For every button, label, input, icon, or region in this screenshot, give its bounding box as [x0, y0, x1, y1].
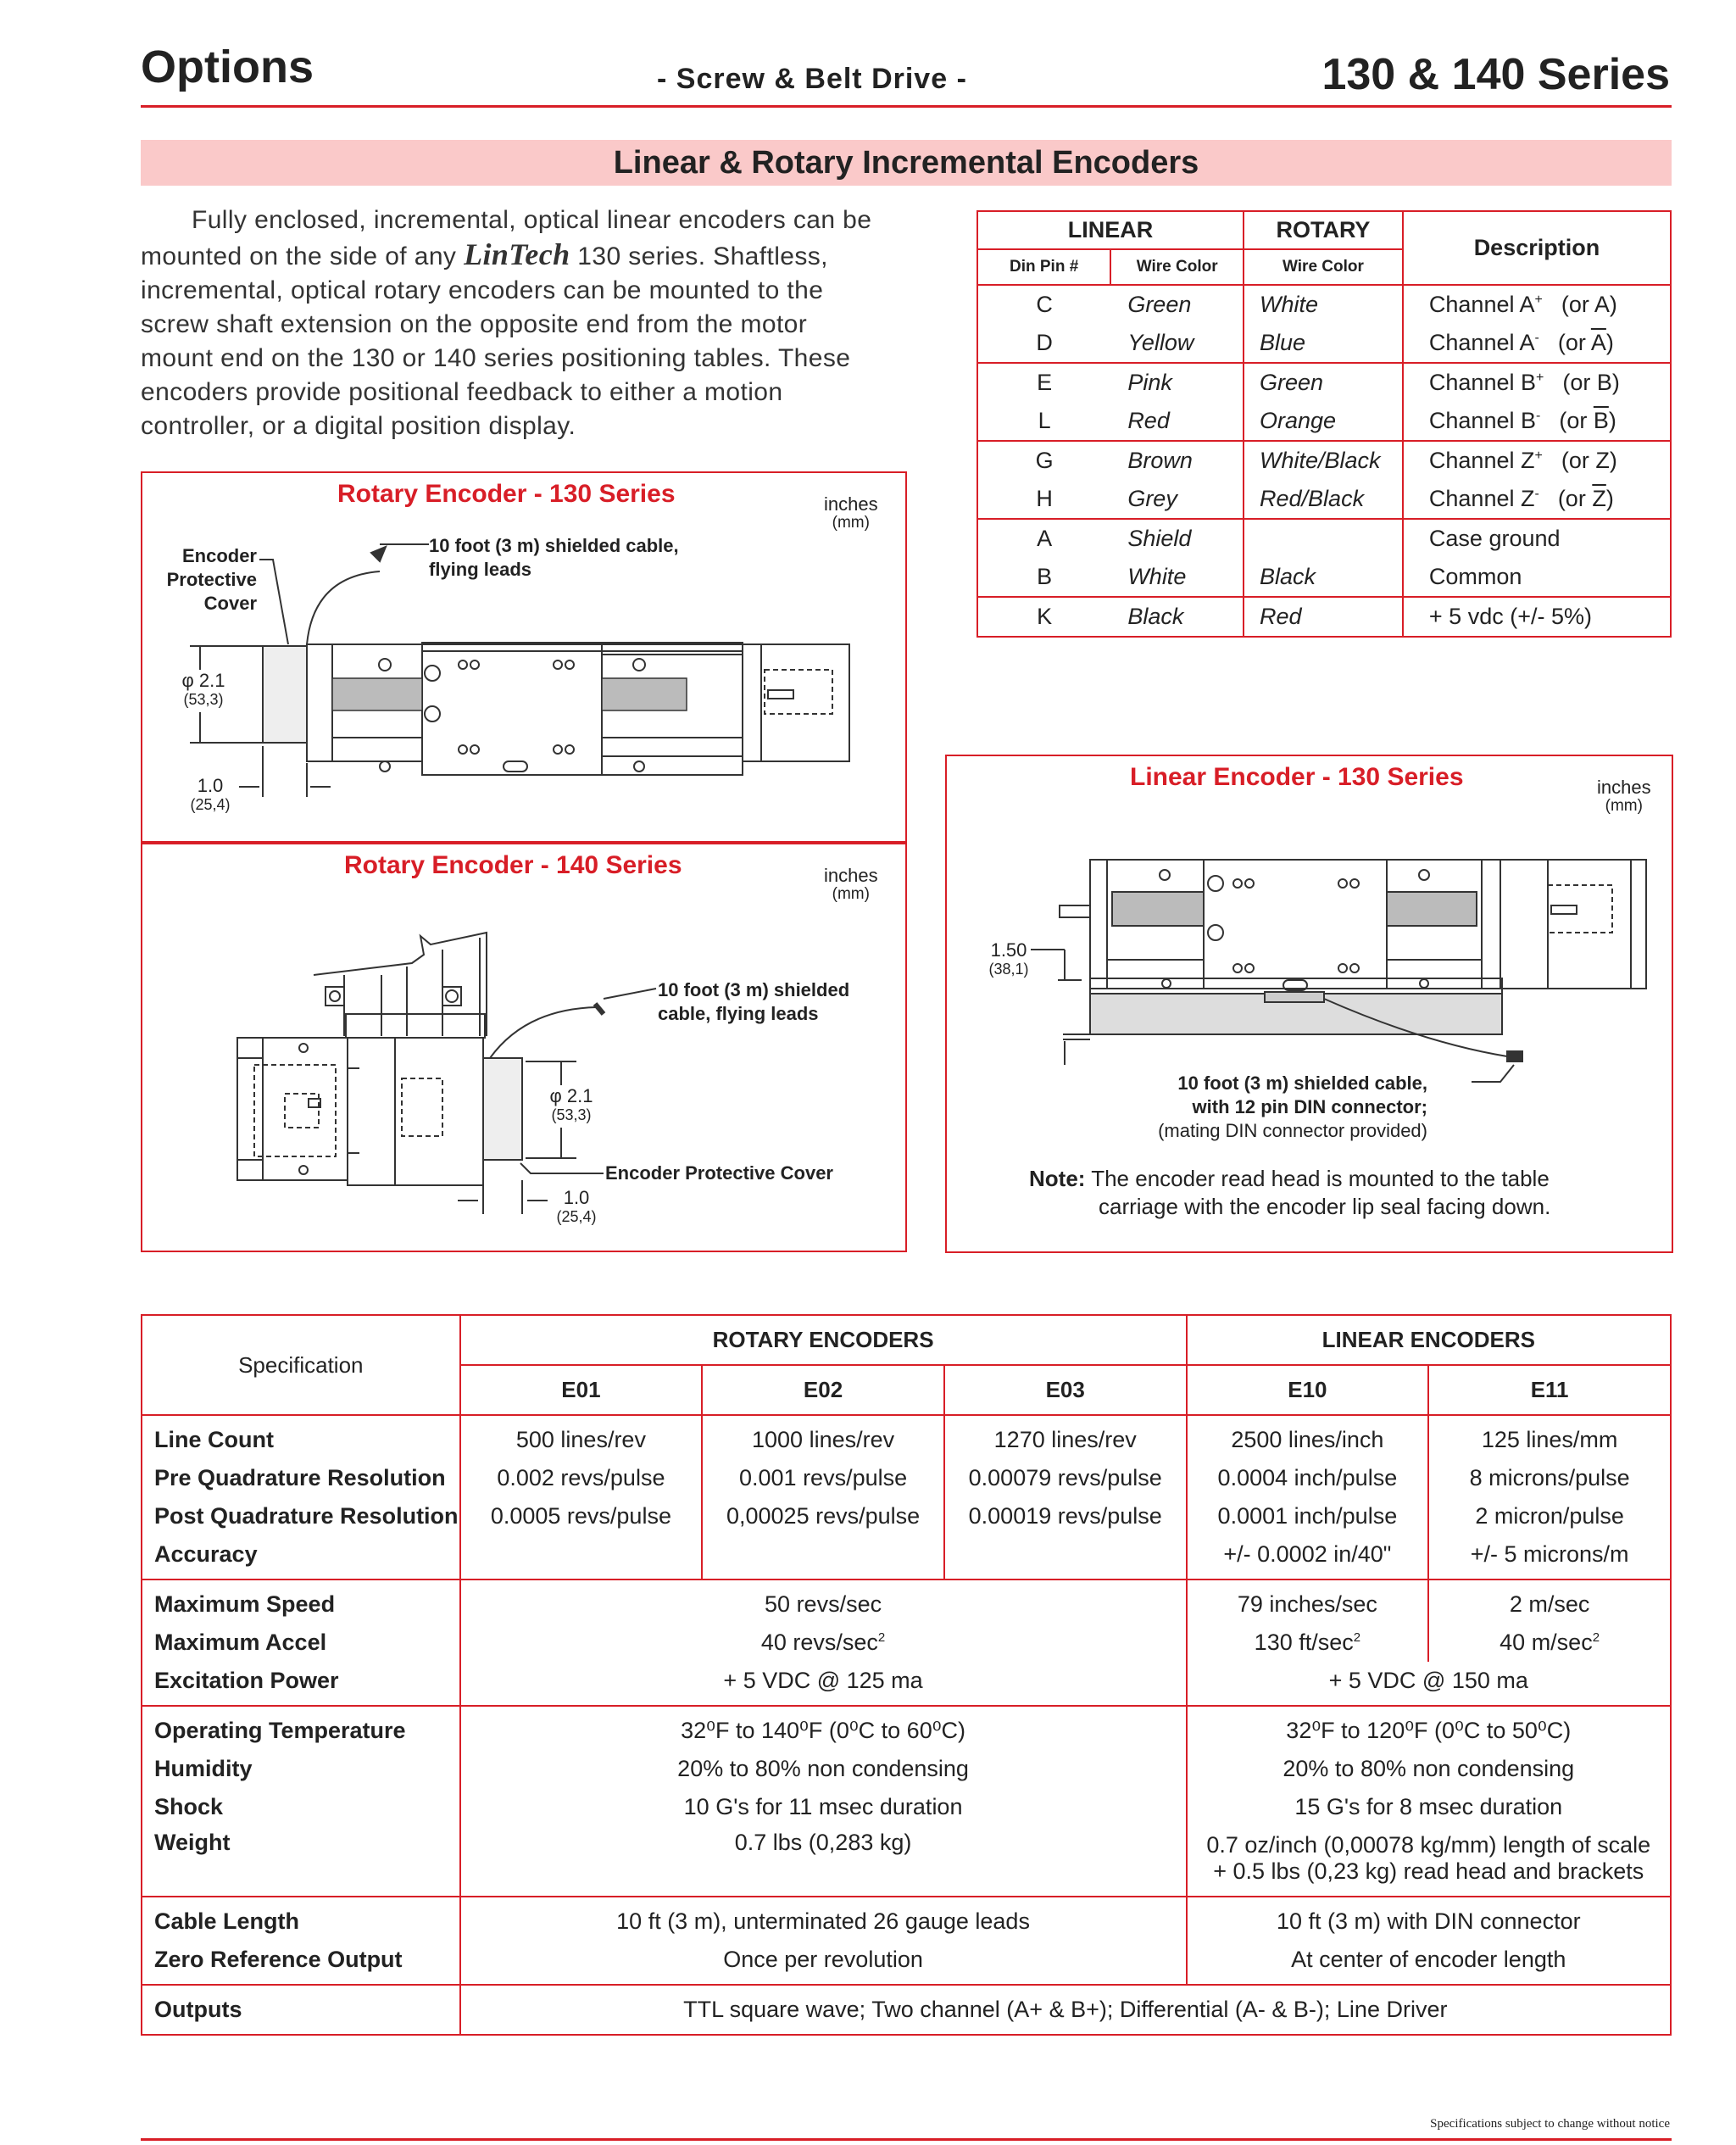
- spec-value: 0.002 revs/pulse: [497, 1465, 665, 1490]
- signal-polarity: -: [1534, 487, 1539, 501]
- alt-name: $\overline{B}$: [1593, 408, 1609, 433]
- exponent: 2: [1353, 1630, 1361, 1645]
- height-mm: (38,1): [988, 961, 1029, 978]
- spec-row: [142, 1580, 1671, 1624]
- model-header: E03: [944, 1365, 1187, 1415]
- spec-cell: [460, 1750, 1187, 1788]
- exponent: 2: [877, 1630, 886, 1645]
- cable-label-line1: 10 foot (3 m) shielded: [658, 979, 850, 1000]
- spec-row: [142, 1941, 1671, 1985]
- header-rotary: ROTARY: [1244, 211, 1403, 249]
- spec-value: Accuracy: [154, 1541, 258, 1567]
- spec-cell: [460, 1459, 703, 1497]
- spec-cell: [1428, 1497, 1671, 1535]
- alt-prefix: (or: [1561, 448, 1596, 473]
- spec-label: [142, 1662, 460, 1706]
- model-header: E10: [1187, 1365, 1429, 1415]
- spec-cell: [460, 1985, 1671, 2035]
- dia-mm: (53,3): [183, 691, 224, 708]
- units-inches: inches: [824, 493, 878, 515]
- linear-wire-color: Brown: [1110, 441, 1244, 480]
- rotary-140-cover-label: Encoder Protective Cover: [605, 1162, 833, 1184]
- spec-label: [142, 1750, 460, 1788]
- alt-name: A: [1594, 292, 1610, 317]
- spec-label: [142, 1535, 460, 1580]
- spec-value: 0.00019 revs/pulse: [968, 1503, 1162, 1529]
- spec-value: 10 ft (3 m) with DIN connector: [1276, 1908, 1581, 1934]
- spec-row: [142, 1985, 1671, 2035]
- cable-label-line2: flying leads: [429, 559, 532, 580]
- spec-cell: [1187, 1497, 1429, 1535]
- len-mm: (25,4): [190, 796, 231, 813]
- spec-value: Humidity: [154, 1756, 253, 1781]
- page-subtitle: - Screw & Belt Drive -: [657, 63, 967, 95]
- spec-row: [142, 1750, 1671, 1788]
- cable-label-line2: cable, flying leads: [658, 1003, 819, 1024]
- signal-name: Channel A: [1428, 292, 1535, 317]
- signal-polarity: -: [1534, 331, 1539, 345]
- spec-cell: [1428, 1535, 1671, 1580]
- alt-name: $\overline{A}$: [1590, 330, 1606, 355]
- spec-label: [142, 1580, 460, 1624]
- spec-cell: [944, 1497, 1187, 1535]
- spec-cell: [1187, 1706, 1671, 1750]
- signal-polarity: -: [1536, 409, 1541, 423]
- spec-value: 2 m/sec: [1509, 1591, 1590, 1617]
- header-linear: LINEAR: [977, 211, 1244, 249]
- intro-text-1: Fully enclosed, incremental, optical linear encoders can be mounted on the side of any: [141, 206, 872, 270]
- signal-name: Channel B: [1428, 408, 1536, 433]
- spec-cell: [460, 1662, 1187, 1706]
- spec-value: Pre Quadrature Resolution: [154, 1465, 446, 1490]
- linear-wire-color: Red: [1127, 408, 1170, 433]
- spec-value: 0.0001 inch/pulse: [1217, 1503, 1398, 1529]
- header-wire-color: Wire Color: [1110, 249, 1244, 285]
- spec-row: [142, 1624, 1671, 1662]
- spec-row: [142, 1788, 1671, 1826]
- model-header: E11: [1428, 1365, 1671, 1415]
- spec-cell: [1187, 1788, 1671, 1826]
- spec-cell: [702, 1459, 944, 1497]
- rotary-wire-color: Orange: [1244, 402, 1403, 441]
- signal-name: Channel Z: [1428, 448, 1535, 473]
- section-banner: Linear & Rotary Incremental Encoders: [141, 140, 1672, 186]
- dia-value: φ 2.1: [549, 1085, 593, 1106]
- model-header: E02: [702, 1365, 944, 1415]
- spec-value: 15 G's for 8 msec duration: [1294, 1794, 1563, 1819]
- spec-cell: [460, 1941, 1187, 1985]
- spec-value: Outputs: [154, 1997, 242, 2022]
- dia-mm: (53,3): [551, 1106, 592, 1123]
- spec-row: [142, 1706, 1671, 1750]
- linear-wire-color: Shield: [1110, 519, 1244, 558]
- alt-prefix: (or: [1557, 330, 1591, 355]
- spec-cell: [702, 1415, 944, 1459]
- signal-polarity: +: [1534, 448, 1543, 463]
- signal-description: Channel B+ (or B): [1403, 363, 1671, 402]
- spec-cell: [1428, 1415, 1671, 1459]
- spec-cell: [460, 1415, 703, 1459]
- height-value: 1.50: [990, 939, 1027, 961]
- spec-value: Shock: [154, 1794, 224, 1819]
- series-title: 130 & 140 Series: [1321, 50, 1670, 99]
- spec-value: Maximum Accel: [154, 1630, 327, 1655]
- spec-cell: [944, 1535, 1187, 1580]
- spec-cell: [460, 1624, 1187, 1662]
- spec-value: 500 lines/rev: [515, 1427, 646, 1452]
- spec-value: Cable Length: [154, 1908, 300, 1934]
- spec-value: Once per revolution: [723, 1947, 923, 1972]
- spec-cell: [460, 1535, 703, 1580]
- spec-value: TTL square wave; Two channel (A+ & B+); Differential (A- & B-); Line Driver: [683, 1997, 1448, 2022]
- alt-name: $\overline{Z}$: [1592, 486, 1606, 511]
- spec-value: 0,00025 revs/pulse: [726, 1503, 921, 1529]
- signal-name: Case ground: [1428, 526, 1561, 551]
- signal-name: Channel B: [1428, 370, 1536, 395]
- cable-line2: with 12 pin DIN connector;: [1192, 1096, 1427, 1117]
- spec-cell: [1187, 1459, 1429, 1497]
- signal-description: Channel Z- (or $\overline{Z}$): [1403, 480, 1671, 519]
- spec-cell: [460, 1497, 703, 1535]
- spec-row: [142, 1535, 1671, 1580]
- spec-value: 32⁰F to 120⁰F (0⁰C to 50⁰C): [1286, 1718, 1572, 1743]
- rotary-wire-color: White/Black: [1244, 441, 1403, 480]
- spec-cell: [1187, 1415, 1429, 1459]
- rotary-wire-color: Green: [1244, 363, 1403, 402]
- spec-value: 50 revs/sec: [765, 1591, 882, 1617]
- dia-value: φ 2.1: [181, 670, 225, 691]
- spec-cell: [702, 1497, 944, 1535]
- spec-value: 20% to 80% non condensing: [677, 1756, 969, 1781]
- spec-value: 0.0005 revs/pulse: [490, 1503, 671, 1529]
- units-inches: inches: [1597, 777, 1651, 798]
- spec-value: Maximum Speed: [154, 1591, 336, 1617]
- spec-table-body: [142, 1415, 1671, 2035]
- note-line1: The encoder read head is mounted to the table: [1091, 1166, 1550, 1191]
- din-pin: K: [977, 597, 1110, 637]
- footer-rule: [141, 2138, 1672, 2141]
- rotary-130-title: Rotary Encoder - 130 Series: [337, 480, 676, 508]
- alt-name: B: [1596, 370, 1612, 395]
- spec-row: [142, 1415, 1671, 1459]
- note-label: Note:: [1029, 1166, 1086, 1191]
- din-pin: G: [977, 441, 1110, 480]
- rotary-wire-color: Black: [1244, 558, 1403, 597]
- signal-description: Channel A- (or $\overline{A}$): [1403, 324, 1671, 363]
- spec-cell: [1187, 1941, 1671, 1985]
- spec-label: [142, 1788, 460, 1826]
- spec-row: [142, 1826, 1671, 1897]
- spec-value: + 0.5 lbs (0,23 kg) read head and brackets: [1213, 1858, 1644, 1884]
- spec-cell: [460, 1788, 1187, 1826]
- din-pin: L: [1038, 408, 1051, 433]
- rotary-group-header: ROTARY ENCODERS: [460, 1315, 1187, 1365]
- spec-label-header: Specification: [142, 1315, 460, 1415]
- len-value: 1.0: [563, 1187, 590, 1208]
- spec-cell: [702, 1535, 944, 1580]
- header-description: Description: [1403, 211, 1671, 285]
- signal-description: Channel A+ (or A): [1403, 285, 1671, 324]
- linear-wire-color: White: [1127, 564, 1187, 589]
- spec-value: 8 microns/pulse: [1469, 1465, 1630, 1490]
- spec-cell: [944, 1459, 1187, 1497]
- rotary-130-cover-label: Encoder Protective Cover: [166, 545, 257, 614]
- spec-row: [142, 1459, 1671, 1497]
- rotary-wire-color: White: [1244, 285, 1403, 324]
- din-pin: H: [1036, 486, 1053, 511]
- signal-description: Channel Z+ (or Z): [1403, 441, 1671, 480]
- header-din-pin: Din Pin #: [977, 249, 1110, 285]
- spec-value: 2500 lines/inch: [1231, 1427, 1384, 1452]
- alt-prefix: (or: [1562, 370, 1597, 395]
- units-inches: inches: [824, 865, 878, 886]
- spec-value: + 5 VDC @ 125 ma: [723, 1668, 923, 1693]
- spec-label: [142, 1459, 460, 1497]
- spec-value: Post Quadrature Resolution: [154, 1503, 459, 1529]
- spec-label: [142, 1706, 460, 1750]
- spec-value: 125 lines/mm: [1481, 1427, 1618, 1452]
- spec-value: 10 ft (3 m), unterminated 26 gauge leads: [616, 1908, 1030, 1934]
- rotary-wire-color: Red/Black: [1244, 480, 1403, 519]
- cable-label-line1: 10 foot (3 m) shielded cable,: [429, 535, 679, 556]
- spec-value: 0.00079 revs/pulse: [968, 1465, 1162, 1490]
- linear-wire-color: Green: [1110, 285, 1244, 324]
- alt-prefix: (or: [1561, 292, 1594, 317]
- signal-description: Channel B- (or $\overline{B}$): [1403, 402, 1671, 441]
- linear-wire-color: Black: [1110, 597, 1244, 637]
- len-value: 1.0: [197, 775, 224, 796]
- linear-group-header: LINEAR ENCODERS: [1187, 1315, 1671, 1365]
- spec-cell: [460, 1826, 1187, 1897]
- spec-value: Zero Reference Output: [154, 1947, 403, 1972]
- alt-prefix: (or: [1559, 408, 1594, 433]
- footnote: Specifications subject to change without notice: [1430, 2117, 1670, 2131]
- spec-value: 0.7 lbs (0,283 kg): [734, 1830, 912, 1855]
- spec-cell: [1428, 1580, 1671, 1624]
- spec-row: [142, 1497, 1671, 1535]
- spec-value: Excitation Power: [154, 1668, 339, 1693]
- rotary-wire-color: Blue: [1244, 324, 1403, 363]
- len-mm: (25,4): [556, 1208, 597, 1225]
- spec-value: 40 revs/sec: [760, 1630, 878, 1655]
- spec-value: 10 G's for 11 msec duration: [683, 1794, 963, 1819]
- spec-value: +/- 0.0002 in/40": [1223, 1541, 1392, 1567]
- rotary-wire-color: Red: [1244, 597, 1403, 637]
- linear-130-title: Linear Encoder - 130 Series: [1130, 763, 1464, 791]
- spec-cell: [460, 1706, 1187, 1750]
- spec-value: 0.7 oz/inch (0,00078 kg/mm) length of scale: [1206, 1832, 1651, 1858]
- spec-value: Weight: [154, 1830, 231, 1855]
- spec-value: Line Count: [154, 1427, 274, 1452]
- spec-label: [142, 1941, 460, 1985]
- signal-polarity: +: [1534, 292, 1543, 307]
- spec-value: At center of encoder length: [1291, 1947, 1566, 1972]
- din-pin: B: [1037, 564, 1053, 589]
- din-pin: E: [977, 363, 1110, 402]
- spec-cell: [1187, 1624, 1429, 1662]
- spec-cell: [1187, 1897, 1671, 1941]
- spec-value: 0.0004 inch/pulse: [1217, 1465, 1398, 1490]
- brand-name: LinTech: [464, 237, 570, 271]
- din-pin: C: [977, 285, 1110, 324]
- spec-value: 2 micron/pulse: [1475, 1503, 1624, 1529]
- spec-cell: [944, 1415, 1187, 1459]
- signal-name: Common: [1428, 564, 1522, 589]
- spec-cell: [1187, 1826, 1671, 1897]
- alt-name: Z: [1595, 448, 1610, 473]
- din-pin: D: [1036, 330, 1053, 355]
- signal-polarity: +: [1536, 370, 1544, 385]
- header-rotary-wire-color: Wire Color: [1244, 249, 1403, 285]
- page-title: Options: [141, 42, 314, 92]
- spec-table: [141, 1314, 1672, 2036]
- intro-text-2: 130 series. Shaftless, incremental, optical rotary encoders can be mounted to the screw shaft extension on the opposite end from the motor mount end on the 130 or 140 series positioning tables. These encoders provide positional feedback to either a motion controller, or a digital position display.: [141, 242, 851, 440]
- spec-label: [142, 1624, 460, 1662]
- spec-label: [142, 1415, 460, 1459]
- spec-value: 130 ft/sec: [1254, 1630, 1354, 1655]
- units-mm: (mm): [832, 885, 870, 903]
- spec-label: [142, 1826, 460, 1897]
- units-mm: (mm): [832, 514, 870, 532]
- alt-prefix: (or: [1557, 486, 1593, 511]
- spec-value: 1270 lines/rev: [993, 1427, 1137, 1452]
- spec-cell: [1428, 1624, 1671, 1662]
- linear-wire-color: Yellow: [1127, 330, 1194, 355]
- spec-value: 1000 lines/rev: [752, 1427, 895, 1452]
- spec-cell: [1187, 1535, 1429, 1580]
- spec-cell: [1187, 1750, 1671, 1788]
- note-line2: carriage with the encoder lip seal facing down.: [1099, 1194, 1551, 1219]
- spec-row: [142, 1897, 1671, 1941]
- spec-row: [142, 1662, 1671, 1706]
- spec-cell: [1428, 1459, 1671, 1497]
- model-header: E01: [460, 1365, 703, 1415]
- cable-line1: 10 foot (3 m) shielded cable,: [1177, 1072, 1427, 1094]
- spec-value: 79 inches/sec: [1237, 1591, 1377, 1617]
- din-pin: A: [977, 519, 1110, 558]
- spec-cell: [460, 1580, 1187, 1624]
- spec-label: [142, 1897, 460, 1941]
- spec-value: 40 m/sec: [1500, 1630, 1593, 1655]
- signal-name: Channel A: [1428, 330, 1535, 355]
- spec-value: + 5 VDC @ 150 ma: [1328, 1668, 1528, 1693]
- rotary-140-title: Rotary Encoder - 140 Series: [344, 851, 682, 879]
- spec-value: Operating Temperature: [154, 1718, 406, 1743]
- spec-cell: [1187, 1662, 1671, 1706]
- spec-label: [142, 1497, 460, 1535]
- spec-value: +/- 5 microns/m: [1470, 1541, 1629, 1567]
- units-mm: (mm): [1605, 797, 1643, 815]
- spec-value: 0.001 revs/pulse: [739, 1465, 908, 1490]
- spec-value: 32⁰F to 140⁰F (0⁰C to 60⁰C): [681, 1718, 966, 1743]
- exponent: 2: [1592, 1630, 1600, 1645]
- cable-line3: (mating DIN connector provided): [1158, 1120, 1427, 1141]
- signal-name: + 5 vdc (+/- 5%): [1428, 604, 1592, 629]
- linear-wire-color: Grey: [1127, 486, 1177, 511]
- signal-name: Channel Z: [1428, 486, 1535, 511]
- spec-label: [142, 1985, 460, 2035]
- spec-value: 20% to 80% non condensing: [1283, 1756, 1575, 1781]
- linear-wire-color: Pink: [1110, 363, 1244, 402]
- spec-cell: [1187, 1580, 1429, 1624]
- spec-cell: [460, 1897, 1187, 1941]
